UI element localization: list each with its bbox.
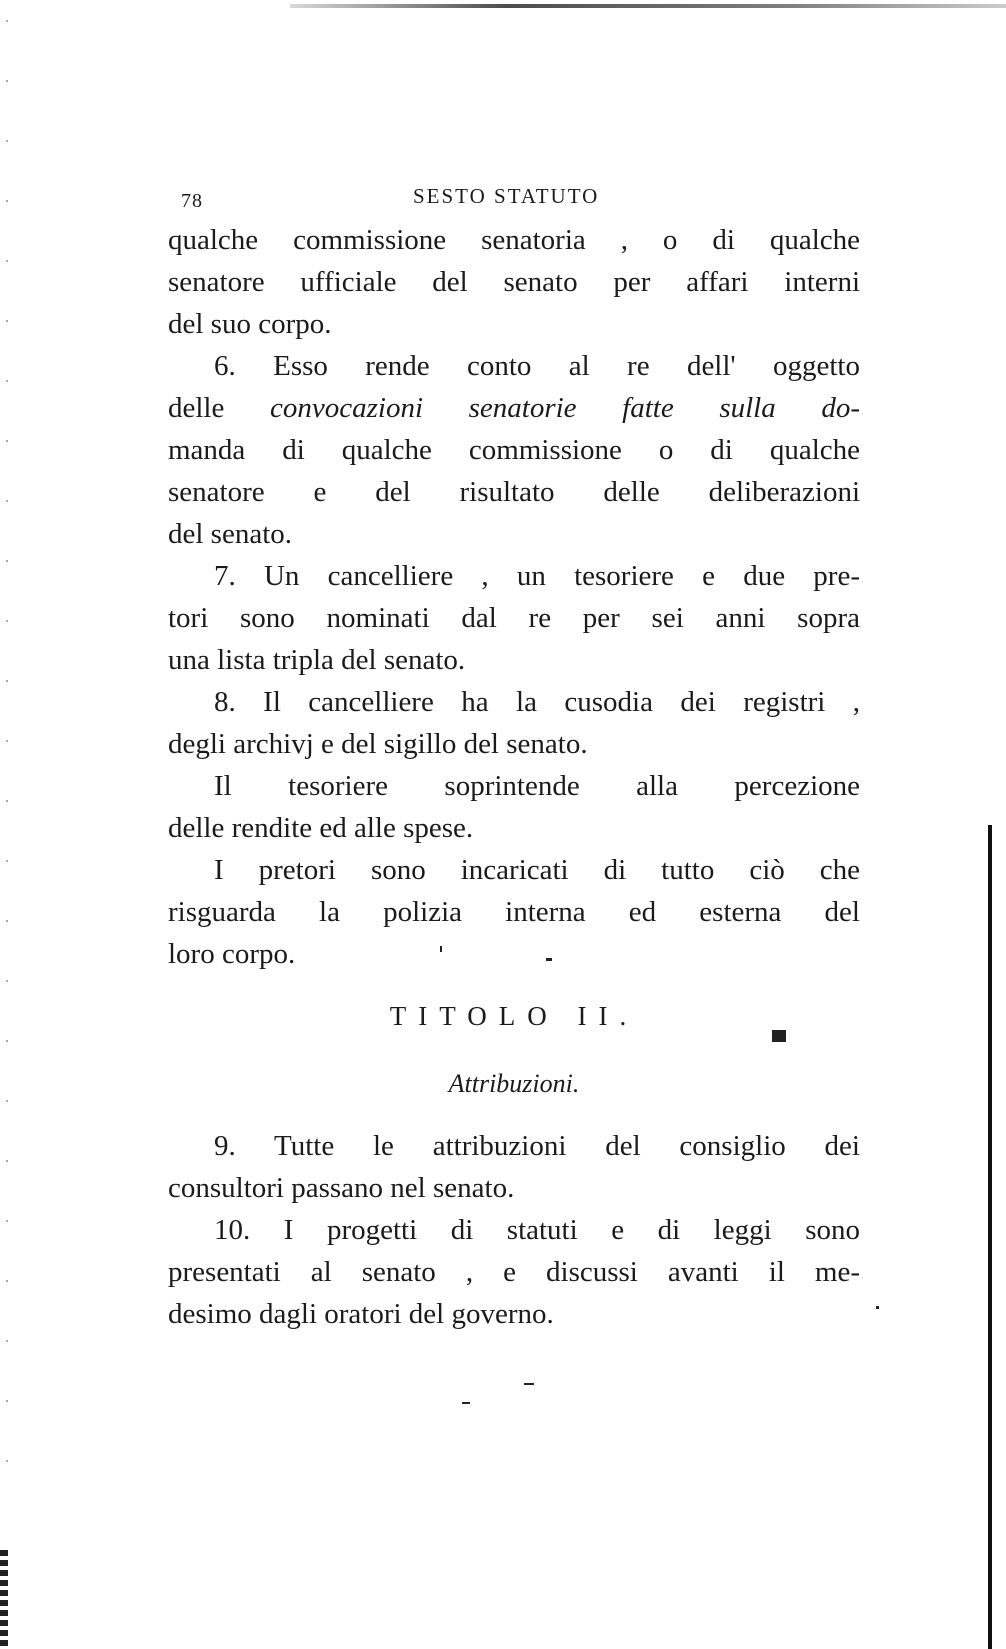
page-header [175,184,865,214]
text-line: manda di qualche commissione o di qualche [168,434,860,466]
text-line: Il tesoriere soprintende alla percezione [214,770,860,802]
scan-right-edge [988,825,992,1649]
text-line: 6. Esso rende conto al re dell' oggetto [214,350,860,382]
section-title: TITOLO II. [389,1001,639,1031]
text-segment: delle [168,392,270,424]
scan-left-margin-specks [6,20,8,1520]
text-line: I pretori sono incaricati di tutto ciò che [214,854,860,886]
ink-speck [440,946,442,952]
text-line [168,390,860,426]
text-line: del suo corpo. [168,308,332,340]
text-line: 8. Il cancelliere ha la cusodia dei registri , [214,686,860,718]
text-line: desimo dagli oratori del governo. [168,1298,554,1330]
ink-speck [876,1306,879,1309]
text-line: presentati al senato , e discussi avanti il me- [168,1256,860,1288]
ink-speck [462,1402,470,1404]
text-line: 7. Un cancelliere , un tesoriere e due pre- [214,560,860,592]
text-line: consultori passano nel senato. [168,1172,515,1204]
scan-left-edge [0,1550,8,1649]
text-line: risguarda la polizia interna ed esterna del [168,896,860,928]
text-line: delle rendite ed alle spese. [168,812,474,844]
scan-top-edge [290,4,1006,8]
text-line: loro corpo. [168,938,296,970]
running-title: SESTO STATUTO [413,184,600,208]
ink-speck [524,1383,534,1385]
section-subtitle: Attribuzioni. [448,1069,580,1098]
text-line: 9. Tutte le attribuzioni del consiglio dei [214,1130,860,1162]
text-line: tori sono nominati dal re per sei anni sopra [168,602,860,634]
text-line: qualche commissione senatoria , o di qualche [168,224,860,256]
text-line: una lista tripla del senato. [168,644,466,676]
page-number: 78 [181,190,203,212]
ink-speck [546,958,552,961]
text-line: del senato. [168,518,293,550]
text-line: senatore ufficiale del senato per affari interni [168,266,860,298]
text-line: degli archivj e del sigillo del senato. [168,728,588,760]
text-line: senatore e del risultato delle deliberazioni [168,476,860,508]
text-line: 10. I progetti di statuti e di leggi sono [214,1214,860,1246]
italic-segment: convocazioni senatorie fatte sulla do- [269,392,861,424]
